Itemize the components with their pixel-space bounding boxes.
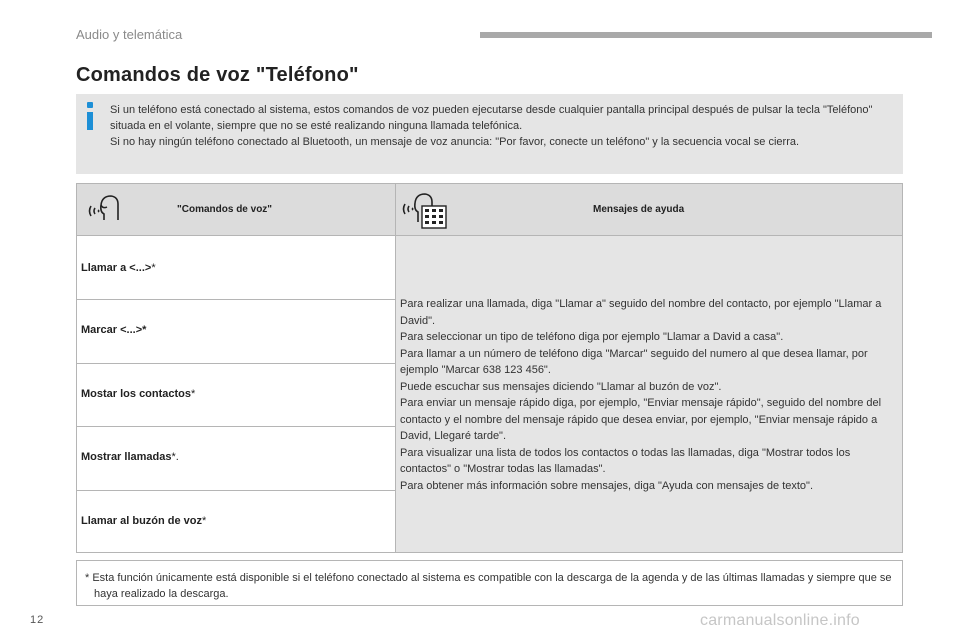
voice-commands-table <box>76 183 903 553</box>
voice-command-icon <box>87 192 121 226</box>
command-label: Mostar los contactos* <box>81 388 196 400</box>
footnote-box <box>76 560 903 606</box>
header-help-label: Mensajes de ayuda <box>593 204 685 215</box>
footnote-text: * Esta función únicamente está disponible si el teléfono conectado al sistema es compatible con la descarga de la agenda y de las últimas llamadas y siempre que se haya realizado la descarga. <box>85 572 892 600</box>
command-row <box>77 426 395 490</box>
command-row <box>77 363 395 426</box>
help-text <box>400 296 895 494</box>
watermark: carmanualsonline.info <box>700 612 860 629</box>
header-cell-commands <box>77 184 396 235</box>
command-row <box>77 235 395 299</box>
command-row <box>77 299 395 363</box>
page-title: Comandos de voz "Teléfono" <box>76 64 359 86</box>
voice-help-icon <box>402 192 448 230</box>
info-box <box>76 94 903 174</box>
help-line: Para realizar una llamada, diga "Llamar a" seguido del nombre del contacto, por ejemplo "Llamar a David". <box>400 298 882 327</box>
command-label: Llamar al buzón de voz* <box>81 515 207 527</box>
header-commands-label: "Comandos de voz" <box>177 204 273 215</box>
help-column <box>396 235 902 552</box>
command-label: Mostrar llamadas*. <box>81 451 179 463</box>
command-label: Llamar a <...>* <box>81 262 156 274</box>
command-label: Marcar <...>* <box>81 324 147 336</box>
header-section-label: Audio y telemática <box>76 27 183 42</box>
info-icon <box>84 102 100 132</box>
page-number: 12 <box>30 614 45 626</box>
help-line: Puede escuchar sus mensajes diciendo "Llamar al buzón de voz". <box>400 380 722 393</box>
help-line: Para seleccionar un tipo de teléfono diga por ejemplo "Llamar a David a casa". <box>400 331 784 343</box>
command-row <box>77 490 395 552</box>
help-line: Para llamar a un número de teléfono diga "Marcar" seguido del numero al que desea llamar, por ejemplo "Marcar 638 123 456". <box>400 347 868 376</box>
header-cell-help <box>396 184 902 235</box>
info-text <box>110 102 890 150</box>
info-line: Si un teléfono está conectado al sistema, estos comandos de voz pueden ejecutarse desde cualquier pantalla principal después de pulsar la tecla "Teléfono" situada en el volante, siempre que no se esté realizando ninguna llamada telefónica. <box>110 104 873 132</box>
help-line: Para enviar un mensaje rápido diga, por ejemplo, "Enviar mensaje rápido", seguido del nombre del contacto y el nombre del mensaje rápido que desea enviar, por ejemplo, "Enviar mensaje rápido a David, Llegaré tarde". <box>400 397 882 442</box>
header-bar <box>480 32 932 38</box>
commands-column <box>77 235 396 552</box>
help-line: Para obtener más información sobre mensajes, diga "Ayuda con mensajes de texto". <box>400 479 813 492</box>
help-line: Para visualizar una lista de todos los contactos o todas las llamadas, diga "Mostrar todos los contactos" o "Mostrar todas las llamadas". <box>400 446 851 475</box>
info-line: Si no hay ningún teléfono conectado al Bluetooth, un mensaje de voz anuncia: "Por favor, conecte un teléfono" y la secuencia vocal se cierra. <box>110 136 800 148</box>
